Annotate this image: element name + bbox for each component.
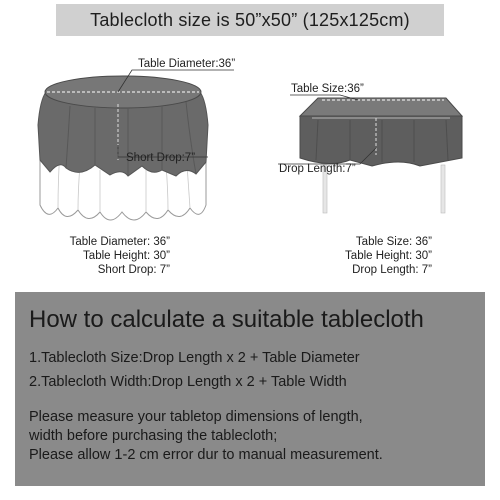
square-tablecloth bbox=[300, 116, 462, 166]
info-heading: How to calculate a suitable tablecloth bbox=[29, 306, 424, 333]
square-drop-callout: Drop Length:7” bbox=[279, 163, 356, 175]
square-table-specs bbox=[345, 235, 432, 277]
formula-width: 2.Tablecloth Width:Drop Length x 2 + Table Width bbox=[29, 374, 347, 390]
square-spec-size: Table Size: 36” bbox=[355, 236, 432, 248]
square-size-callout: Table Size:36” bbox=[291, 83, 364, 95]
measurement-notes bbox=[29, 408, 383, 465]
note-line: Please measure your tabletop dimensions of length, bbox=[29, 409, 363, 425]
square-spec-drop: Drop Length: 7” bbox=[352, 264, 432, 276]
round-diameter-callout: Table Diameter:36” bbox=[138, 58, 236, 70]
calculation-info-box bbox=[15, 292, 485, 486]
title-text: Tablecloth size is 50”x50” (125x125cm) bbox=[90, 9, 410, 30]
title-banner bbox=[56, 4, 444, 36]
square-table-illustration bbox=[278, 95, 462, 213]
round-spec-height: Table Height: 30” bbox=[83, 250, 170, 262]
round-spec-drop: Short Drop: 7” bbox=[97, 264, 170, 276]
round-spec-diameter: Table Diameter: 36” bbox=[69, 236, 170, 248]
note-line: Please allow 1-2 cm error dur to manual measurement. bbox=[29, 447, 383, 463]
round-table-specs bbox=[70, 235, 170, 277]
formula-size: 1.Tablecloth Size:Drop Length x 2 + Table Diameter bbox=[29, 350, 360, 366]
round-table-illustration bbox=[38, 70, 234, 220]
square-tabletop bbox=[300, 98, 462, 116]
note-line: width before purchasing the tablecloth; bbox=[29, 428, 278, 444]
round-drop-callout: Short Drop:7” bbox=[126, 152, 196, 164]
tablecloth-diagram bbox=[0, 44, 500, 230]
square-spec-height: Table Height: 30” bbox=[345, 250, 432, 262]
